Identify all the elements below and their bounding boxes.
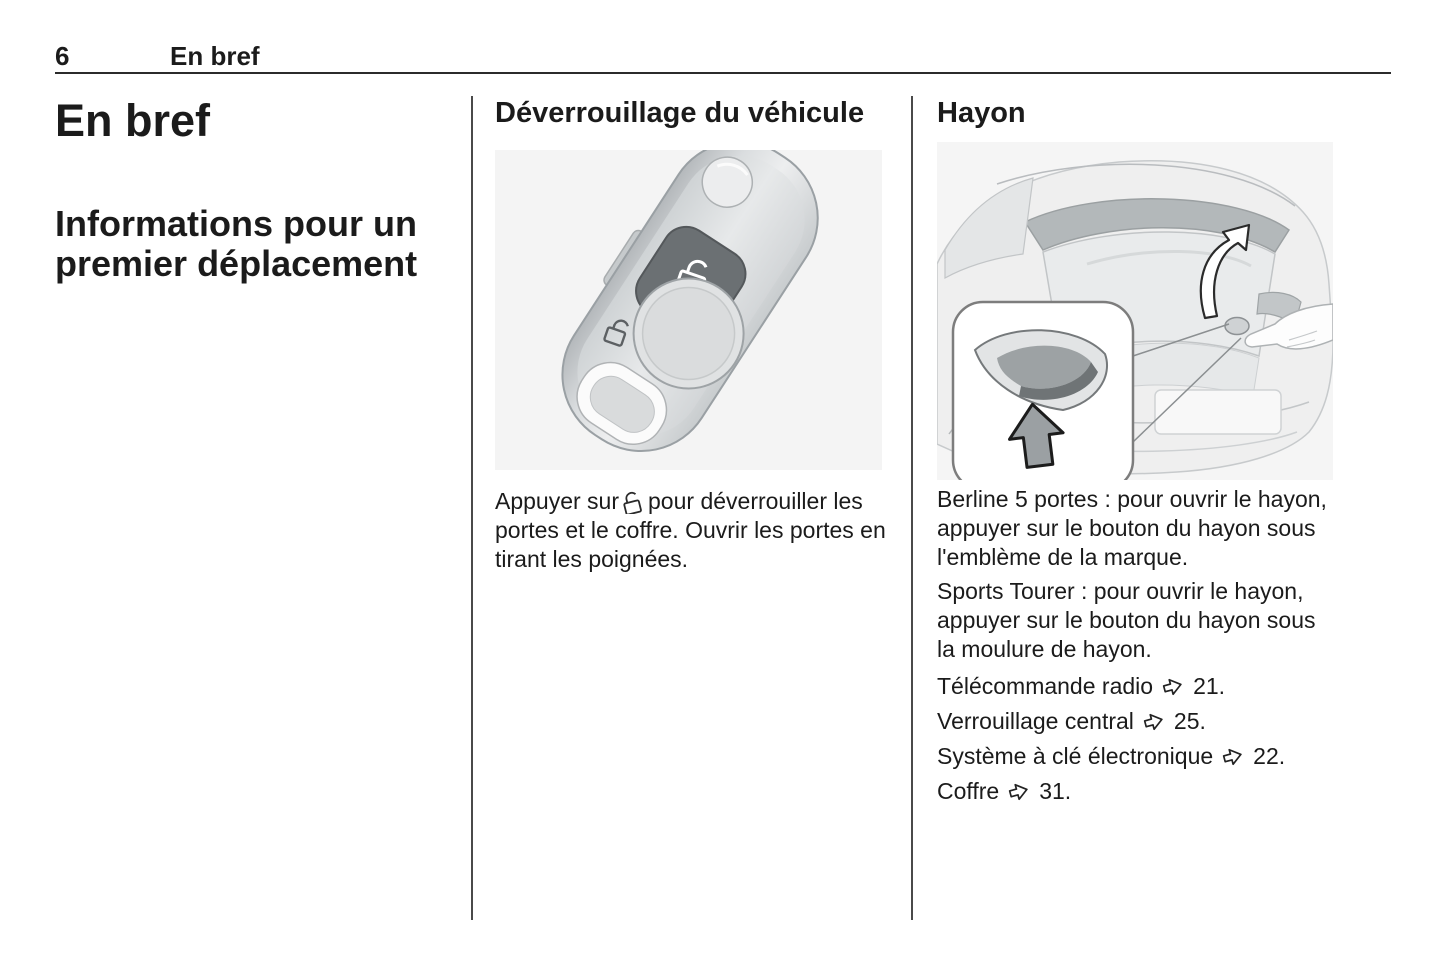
tailgate-body-text xyxy=(937,485,1337,809)
car-rear-drawing xyxy=(937,142,1333,480)
reference-page: 31. xyxy=(1039,778,1072,804)
remote-key-illustration xyxy=(495,150,882,470)
running-header-title: En bref xyxy=(170,41,260,71)
page-reference-arrow-icon xyxy=(1161,675,1185,698)
reference-row xyxy=(937,704,1337,739)
chapter-title: En bref xyxy=(55,95,211,146)
tailgate-paragraph-1: Berline 5 portes : pour ouvrir le hayon, appuyer sur le bouton du hayon sous l'emblème de la marque. xyxy=(937,486,1327,570)
unlock-text-after: pour déverrouiller les portes et le coffre. Ouvrir les portes en tirant les poignées. xyxy=(495,488,886,572)
unlock-text-before: Appuyer sur xyxy=(495,488,620,514)
unlock-body-text xyxy=(495,487,901,574)
reference-label: Télécommande radio xyxy=(937,673,1154,699)
column-divider-1 xyxy=(471,96,473,920)
page-number: 6 xyxy=(55,41,70,71)
license-plate-recess xyxy=(1155,390,1281,434)
reference-page: 25. xyxy=(1173,708,1206,734)
reference-label: Verrouillage central xyxy=(937,708,1134,734)
page-reference-arrow-icon xyxy=(1221,745,1245,768)
tailgate-paragraph-2: Sports Tourer : pour ouvrir le hayon, appuyer sur le bouton du hayon sous la moulure de hayon. xyxy=(937,578,1316,662)
unlock-section-heading: Déverrouillage du véhicule xyxy=(495,97,865,129)
column-divider-2 xyxy=(911,96,913,920)
tailgate-illustration xyxy=(937,142,1333,480)
reference-label: Système à clé électronique xyxy=(937,743,1214,769)
tailgate-section-heading: Hayon xyxy=(937,97,1026,129)
section-subtitle: Informations pour un premier déplacement xyxy=(55,203,418,285)
reference-page: 21. xyxy=(1193,673,1226,699)
reference-row xyxy=(937,669,1337,704)
brand-emblem xyxy=(1225,318,1249,335)
reference-row xyxy=(937,774,1337,809)
unlock-open-icon xyxy=(622,488,643,514)
page-reference-arrow-icon xyxy=(1007,780,1031,803)
page-reference-arrow-icon xyxy=(1142,710,1166,733)
reference-row xyxy=(937,739,1337,774)
header-rule xyxy=(55,72,1391,74)
reference-label: Coffre xyxy=(937,778,1000,804)
page-references xyxy=(937,669,1337,809)
reference-page: 22. xyxy=(1253,743,1286,769)
remote-key-drawing xyxy=(495,150,882,470)
